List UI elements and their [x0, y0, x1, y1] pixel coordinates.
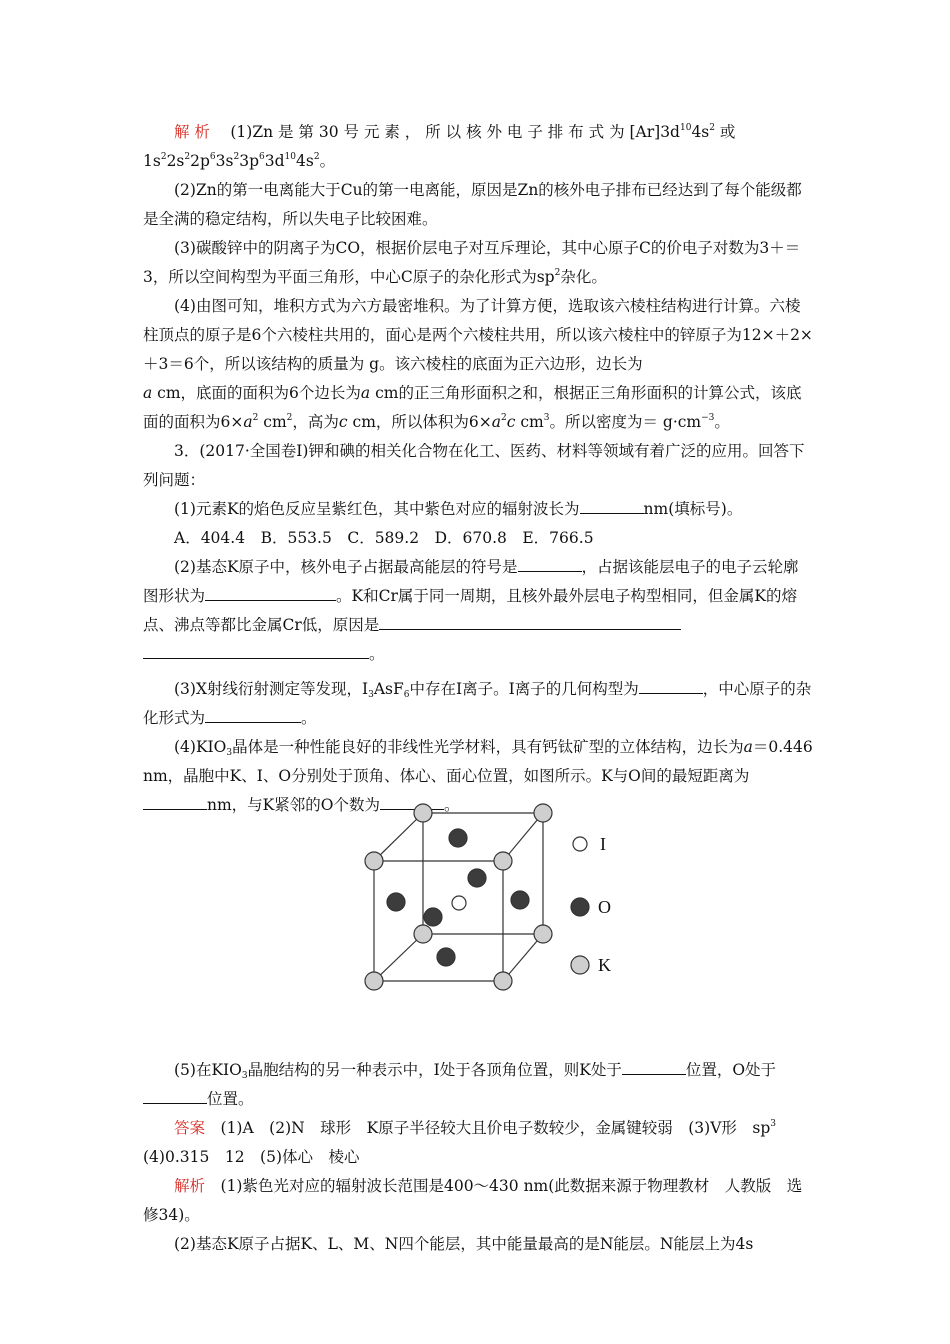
text-segment: 。 [301, 709, 317, 727]
text-segment: 3 [543, 413, 550, 423]
text-segment: −3 [701, 413, 715, 423]
text-segment: 2 [313, 152, 320, 162]
text-segment: cm [515, 413, 544, 431]
o-atom [511, 891, 529, 909]
o-atom [449, 829, 467, 847]
text-segment: 2 [233, 152, 240, 162]
text-segment: 6 [259, 152, 265, 162]
o-atom [424, 908, 442, 926]
document-body [143, 118, 813, 1259]
text-segment: 3s [215, 152, 234, 170]
text-segment: a [491, 413, 501, 431]
o-atom [437, 948, 455, 966]
text-segment: 位置，O处于 [685, 1061, 777, 1079]
text-segment: 10 [679, 123, 692, 133]
text-segment: 3p [239, 152, 260, 170]
k-atom [494, 852, 512, 870]
answer-blank[interactable] [143, 1086, 207, 1104]
text-segment: 。 [443, 796, 460, 814]
zn-analysis-p3 [143, 234, 813, 292]
text-segment: 。所以密度为＝ g·cm [549, 413, 702, 431]
analysis-label: 解 析 [174, 123, 210, 141]
answer-blank[interactable] [379, 612, 681, 630]
text-segment: (1)紫色光对应的辐射波长范围是400～430 nm(此数据来源于物理教材 人教版 选修34)。 [143, 1177, 803, 1224]
legend-k-marker [571, 956, 589, 974]
answer-blank[interactable] [143, 641, 369, 659]
text-segment: 3 [368, 690, 374, 700]
text-segment: (2)基态K原子中，核外电子占据最高能层的符号是 [174, 558, 518, 576]
text-segment: a [743, 738, 753, 756]
text-segment: 。K和Cr属于同一周期，且核外最外层电子构型相同，但金属K的熔点、沸点等都比金属Cr低，原因是 [143, 587, 797, 634]
o-atom [468, 869, 486, 887]
text-segment: (5)在KIO [174, 1061, 242, 1079]
k-atom [365, 852, 383, 870]
answer-label: 答案 [174, 1119, 206, 1137]
legend-o-label: O [598, 897, 611, 917]
kio3-crystal-cell-figure [350, 790, 635, 998]
text-segment: AsF [373, 680, 404, 698]
text-segment: 晶体是一种性能良好的非线性光学材料，具有钙钛矿型的立体结构，边长为 [232, 738, 744, 756]
text-segment: cm，底面的面积为6个边长为 [152, 384, 361, 402]
text-segment: cm，所以体积为6× [347, 413, 492, 431]
text-segment: 杂化。 [560, 268, 607, 286]
text-segment: ，中心原子的杂化形式为 [143, 680, 812, 727]
text-segment: nm(填标号)。 [643, 500, 743, 518]
text-segment: 2 [501, 413, 507, 423]
k-atom [494, 972, 512, 990]
text-segment: 4s [691, 123, 710, 141]
k-atom [414, 804, 432, 822]
k-atom [534, 925, 552, 943]
text-segment: 3d [264, 152, 285, 170]
text-segment: 2s [166, 152, 185, 170]
text-segment: c [338, 413, 348, 431]
text-segment: ，占据该能层电子的电子云轮廓图形状为 [143, 558, 799, 605]
text-segment: 2 [252, 413, 259, 423]
text-segment: 4s [296, 152, 314, 170]
text-segment: 或 [715, 123, 736, 141]
text-segment: (4)0.315 12 (5)体心 棱心 [143, 1119, 792, 1166]
answer-blank[interactable] [143, 792, 207, 810]
text-segment: 。 [714, 413, 730, 431]
text-segment: 3 [226, 748, 233, 758]
text-segment: cm [258, 413, 287, 431]
analysis-2-p1 [143, 1172, 813, 1230]
legend-k-label: K [598, 955, 611, 975]
text-segment: 2p [190, 152, 210, 170]
text-segment: 。 [319, 152, 336, 170]
text-segment: (4)由图可知，堆积方式为六方最密堆积。为了计算方便，选取该六棱柱结构进行计算。六棱柱顶点的原子是6个六棱柱共用的，面心是两个六棱柱共用，所以该六棱柱中的锌原子为12×＋2×＋3＝6个，所以该结构的质量为 g。该六棱柱的底面为正六边形，边长为 [143, 297, 813, 373]
text-segment: (1)元素K的焰色反应呈紫红色，其中紫色对应的辐射波长为 [174, 500, 580, 518]
k-atom [365, 972, 383, 990]
legend-o-marker [571, 898, 589, 916]
question-3-part-5 [143, 1056, 813, 1114]
text-segment: 3 [241, 1071, 248, 1081]
text-segment: 2 [184, 152, 191, 162]
analysis-label: 解析 [174, 1177, 206, 1195]
answer-blank[interactable] [205, 705, 301, 723]
analysis-2-p2: (2)基态K原子占据K、L、M、N四个能层，其中能量最高的是N能层。N能层上为4s [174, 1235, 754, 1253]
legend-i-marker [573, 837, 587, 851]
text-segment: 中存在I离子。I离子的几何构型为 [409, 680, 639, 698]
text-segment: (4)KIO [174, 738, 227, 756]
answer-blank[interactable] [580, 496, 644, 514]
zn-analysis-p2: (2)Zn的第一电离能大于Cu的第一电离能，原因是Zn的核外电子排布已经达到了每个能级都是全满的稳定结构，所以失电子比较困难。 [143, 181, 802, 228]
o-atom [387, 893, 405, 911]
question-3-part-3 [143, 675, 813, 733]
text-segment: (3)X射线衍射测定等发现，I [174, 680, 369, 698]
text-segment: 。 [369, 645, 385, 663]
text-segment: a [360, 384, 371, 402]
question-3-options: A．404.4 B．553.5 C．589.2 D．670.8 E．766.5 [174, 529, 594, 547]
answer-blank[interactable] [622, 1057, 686, 1075]
legend-i-label: I [600, 834, 606, 854]
text-segment: 2 [286, 413, 293, 423]
answer-blank[interactable] [518, 554, 582, 572]
text-segment: nm，与K紧邻的O个数为 [207, 796, 380, 814]
text-segment: 晶胞结构的另一种表示中，I处于各顶角位置，则K处于 [247, 1061, 622, 1079]
answer-blank[interactable] [639, 676, 703, 694]
text-segment: 2 [554, 268, 561, 278]
text-segment: 6 [209, 152, 216, 162]
text-segment: 10 [284, 152, 296, 162]
text-segment: 位置。 [207, 1090, 254, 1108]
text-segment: 1s [143, 152, 161, 170]
question-3-part-1 [143, 495, 813, 524]
question-3-stem: 3．(2017·全国卷Ⅰ)钾和碘的相关化合物在化工、医药、材料等领域有着广泛的应用。回答下列问题： [143, 442, 805, 489]
text-segment: 2 [709, 123, 715, 133]
zn-analysis-p4 [143, 292, 813, 437]
k-atom [534, 804, 552, 822]
text-segment: a [143, 384, 153, 402]
text-segment: (3)碳酸锌中的阴离子为CO，根据价层电子对互斥理论，其中心原子C的价电子对数为3＋＝3，所以空间构型为平面三角形，中心C原子的杂化形式为sp [143, 239, 801, 286]
text-segment: 6 [403, 690, 410, 700]
k-atom [414, 925, 432, 943]
text-segment: 2 [160, 152, 167, 162]
answer-blank[interactable] [205, 583, 336, 601]
text-segment: (1)A (2)N 球形 K原子半径较大且价电子数较少，金属键较弱 (3)V形 sp [205, 1119, 771, 1137]
zn-analysis-p1 [143, 118, 813, 176]
text-segment: c [506, 413, 516, 431]
text-segment: ，高为 [292, 413, 339, 431]
i-atom [452, 896, 466, 910]
question-3-part-2 [143, 553, 813, 669]
text-segment: ＝0.446 nm，晶胞中K、I、O分别处于顶角、体心、面心位置，如图所示。K与O间的最短距离为 [143, 738, 813, 785]
text-segment: (1)Zn 是 第 30 号 元 素 ， 所 以 核 外 电 子 排 布 式 为 [Ar]3d [230, 123, 680, 141]
text-segment: a [243, 413, 253, 431]
text-segment: 3 [770, 1119, 777, 1129]
answer-paragraph [143, 1114, 813, 1172]
text-segment: cm的正三角形面积之和，根据正三角形面积的计算公式，该底面的面积为6× [143, 384, 802, 431]
